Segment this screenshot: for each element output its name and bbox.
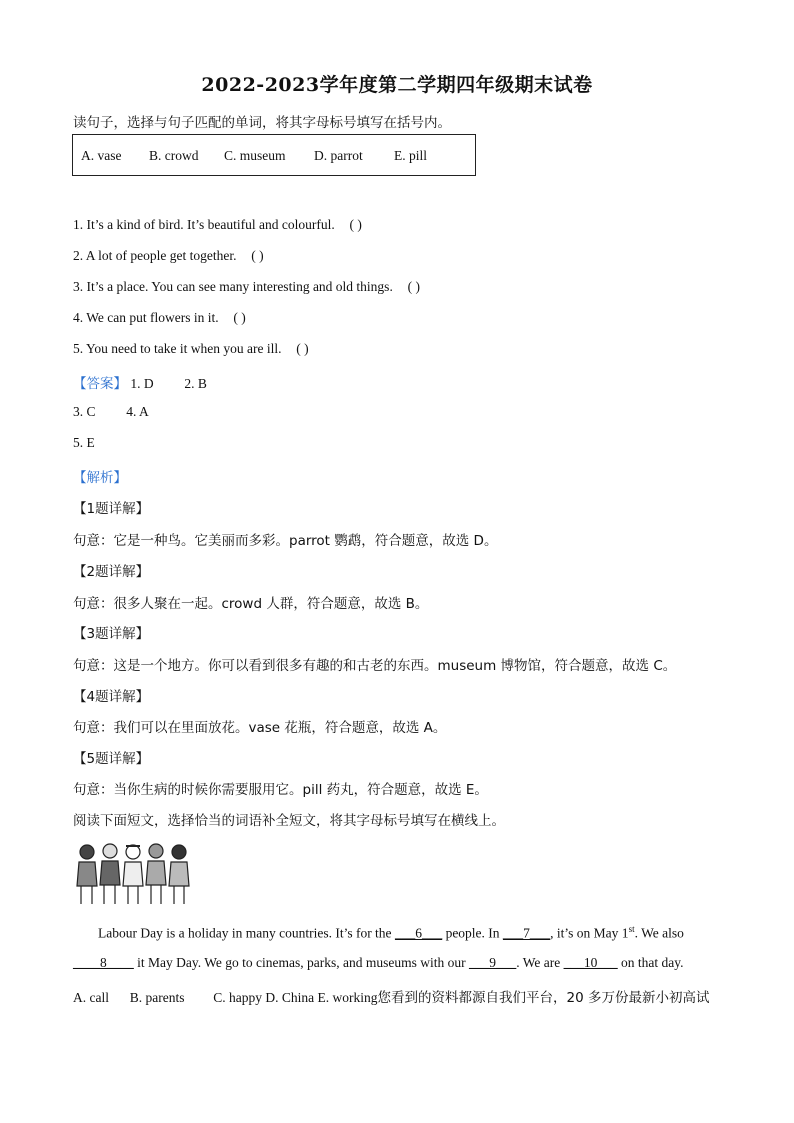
detail-5-text: 句意：当你生病的时候你需要服用它。pill 药丸，符合题意，故选 E。	[73, 782, 488, 798]
answer-parens: ( )	[349, 217, 362, 232]
question-text: 3. It’s a place. You can see many interesting and old things.	[73, 279, 393, 294]
answer-3: 3. C	[73, 404, 96, 419]
passage-text: it May Day. We go to cinemas, parks, and museums with our	[133, 955, 469, 970]
passage-text: . We also	[634, 925, 684, 941]
answer-parens: ( )	[233, 310, 246, 325]
question-1	[73, 217, 362, 233]
answer-2: 2. B	[184, 376, 207, 391]
question-2	[73, 248, 264, 264]
question-3	[73, 279, 420, 295]
passage-line-1	[98, 924, 684, 942]
option-working: E. working	[317, 990, 378, 1005]
question-text: 1. It’s a kind of bird. It’s beautiful and colourful.	[73, 217, 335, 232]
passage-line-2	[73, 955, 683, 971]
detail-4-text: 句意：我们可以在里面放花。vase 花瓶，符合题意，故选 A。	[73, 720, 447, 736]
passage-text: on that day.	[617, 955, 684, 970]
detail-4-heading: 【4题详解】	[73, 689, 150, 705]
option-e: E. pill	[394, 148, 427, 163]
page-title: 2022-2023学年度第二学期四年级期末试卷	[201, 74, 593, 96]
answer-1: 1. D	[130, 376, 154, 391]
options-box	[72, 134, 476, 176]
detail-2-text: 句意：很多人聚在一起。crowd 人群，符合题意，故选 B。	[73, 596, 429, 612]
blank-8: ____8____	[73, 955, 134, 970]
section1-instruction: 读句子，选择与句子匹配的单词，将其字母标号填写在括号内。	[73, 115, 451, 131]
section2-instruction: 阅读下面短文，选择恰当的词语补全短文，将其字母标号填写在横线上。	[73, 813, 505, 829]
answer-row-2	[73, 404, 149, 420]
option-a: A. vase	[81, 148, 122, 163]
detail-3-text: 句意：这是一个地方。你可以看到很多有趣的和古老的东西。museum 博物馆，符合题意，故选 C。	[73, 658, 677, 674]
option-china: D. China	[265, 990, 315, 1005]
detail-3-heading: 【3题详解】	[73, 626, 150, 642]
workers-illustration	[75, 840, 195, 908]
answer-row-1	[73, 372, 207, 392]
question-4	[73, 310, 246, 326]
answer-4: 4. A	[126, 404, 149, 419]
question-text: 5. You need to take it when you are ill.	[73, 341, 282, 356]
answer-5: 5. E	[73, 435, 95, 450]
option-call: A. call	[73, 990, 109, 1005]
question-text: 4. We can put flowers in it.	[73, 310, 219, 325]
question-5	[73, 341, 309, 357]
option-d: D. parrot	[314, 148, 363, 163]
blank-7: ___7___	[502, 925, 551, 941]
passage-text: , it’s on May 1	[550, 925, 629, 941]
passage-text: . We are	[516, 955, 564, 970]
blank-6: ___6___	[394, 925, 443, 941]
ordinal-suffix: st	[628, 924, 635, 934]
watermark-text: 您看到的资料都源自我们平台，20 多万份最新小初高试	[377, 990, 710, 1006]
option-c: C. museum	[224, 148, 286, 163]
detail-1-heading: 【1题详解】	[73, 501, 150, 517]
analysis-tag: 【解析】	[73, 470, 127, 486]
option-happy: C. happy	[213, 990, 262, 1005]
answer-tag: 【答案】	[73, 376, 127, 392]
answer-parens: ( )	[251, 248, 264, 263]
detail-5-heading: 【5题详解】	[73, 751, 150, 767]
question-text: 2. A lot of people get together.	[73, 248, 237, 263]
answer-parens: ( )	[296, 341, 309, 356]
detail-1-text: 句意：它是一种鸟。它美丽而多彩。parrot 鹦鹉，符合题意，故选 D。	[73, 533, 498, 549]
option-b: B. crowd	[149, 148, 199, 163]
passage-text: Labour Day is a holiday in many countries. It’s for the	[98, 925, 395, 941]
passage-text: people. In	[442, 925, 503, 941]
option-parents: B. parents	[129, 990, 185, 1005]
answer-parens: ( )	[407, 279, 420, 294]
blank-10: ___10___	[563, 955, 618, 970]
detail-2-heading: 【2题详解】	[73, 564, 150, 580]
answer-row-3	[73, 435, 95, 451]
passage-options	[73, 986, 709, 1006]
blank-9: ___9___	[468, 955, 517, 970]
